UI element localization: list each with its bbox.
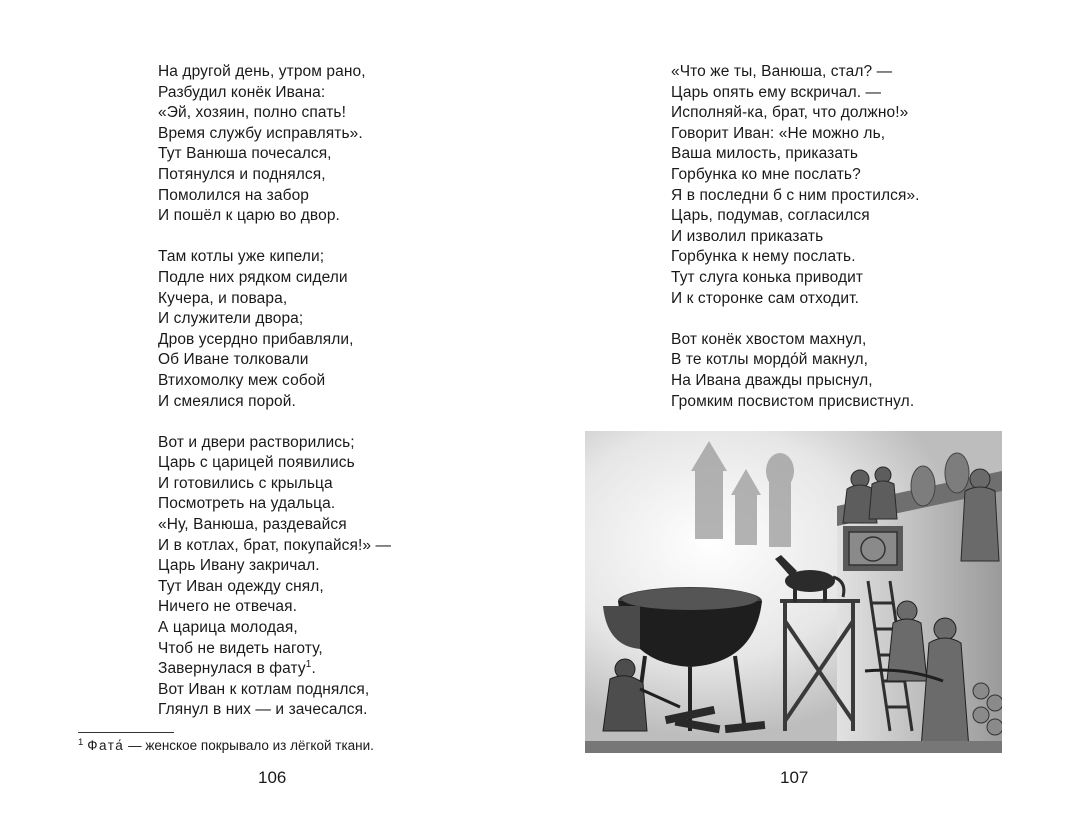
verse-line: Царь Ивану закричал. <box>158 557 320 575</box>
verse-line-text: Завернулася в фату <box>158 660 306 678</box>
poem-text-right <box>671 62 920 412</box>
footnote-reference[interactable]: 1 <box>305 659 312 671</box>
verse-line: И пошёл к царю во двор. <box>158 207 340 225</box>
page-number-right: 107 <box>780 768 809 787</box>
verse-line: Царь опять ему вскричал. — <box>671 83 882 101</box>
verse-line: Вот конёк хвостом махнул, <box>671 330 867 348</box>
verse-line: Тут слуга конька приводит <box>671 268 864 286</box>
verse-line: Там котлы уже кипели; <box>158 248 325 266</box>
verse-line: Потянулся и поднялся, <box>158 165 326 183</box>
stanza <box>158 62 391 227</box>
verse-line: Я в последни б с ним простился». <box>671 186 920 204</box>
verse-line: На другой день, утром рано, <box>158 63 366 80</box>
verse-line: И готовились с крыльца <box>158 474 333 492</box>
verse-line: Ваша милость, приказать <box>671 145 859 163</box>
verse-line: «Эй, хозяин, полно спать! <box>158 104 346 122</box>
footnote-divider <box>78 732 174 733</box>
verse-line: Тут Ванюша почесался, <box>158 145 332 163</box>
verse-line: Чтоб не видеть наготу, <box>158 639 323 657</box>
verse-line: Вот и двери растворились; <box>158 433 355 451</box>
right-page <box>540 0 1080 840</box>
verse-line: Об Иване толковали <box>158 351 309 369</box>
footnote-term: Фата́ <box>87 738 125 753</box>
stanza <box>671 330 920 412</box>
footnote <box>78 738 374 753</box>
verse-line: «Что же ты, Ванюша, стал? — <box>671 63 893 80</box>
footnote-mark: 1 <box>78 736 84 748</box>
verse-line: Вот Иван к котлам поднялся, <box>158 680 370 698</box>
poem-text-left <box>158 62 391 721</box>
verse-line: И служители двора; <box>158 310 304 328</box>
verse-line: Посмотреть на удальца. <box>158 495 336 513</box>
cauldron-illustration <box>585 431 1002 753</box>
verse-line: Говорит Иван: «Не можно ль, <box>671 124 886 142</box>
stanza <box>158 433 391 721</box>
verse-line: Исполняй-ка, брат, что должно!» <box>671 104 909 122</box>
verse-line: Втихомолку меж собой <box>158 371 326 389</box>
verse-line: В те котлы мордо́й макнул, <box>671 351 869 369</box>
verse-line: Глянул в них — и зачесался. <box>158 701 368 719</box>
verse-line: Ничего не отвечая. <box>158 598 298 616</box>
verse-line: Разбудил конёк Ивана: <box>158 83 326 101</box>
verse-line: Горбунка к нему послать. <box>671 248 856 266</box>
verse-line: А царица молодая, <box>158 619 298 637</box>
verse-line: И в котлах, брат, покупайся!» — <box>158 536 392 554</box>
verse-line: Помолился на забор <box>158 186 310 204</box>
verse-line: Царь с царицей появились <box>158 454 355 472</box>
verse-line: И смеялися порой. <box>158 392 296 410</box>
verse-line: Кучера, и повара, <box>158 289 288 307</box>
verse-line: Громким посвистом присвистнул. <box>671 392 915 410</box>
verse-line: Тут Иван одежду снял, <box>158 577 324 595</box>
verse-line: Время службу исправлять». <box>158 124 363 142</box>
verse-line: И изволил приказать <box>671 227 824 245</box>
verse-line: На Ивана дважды прыснул, <box>671 371 873 389</box>
footnote-text: — женское покрывало из лёгкой ткани. <box>124 738 374 753</box>
verse-line: Подле них рядком сидели <box>158 268 348 286</box>
verse-line: «Ну, Ванюша, раздевайся <box>158 516 347 534</box>
stanza <box>671 62 920 309</box>
stanza <box>158 247 391 412</box>
verse-line: И к сторонке сам отходит. <box>671 289 859 307</box>
verse-line: Царь, подумав, согласился <box>671 207 870 225</box>
verse-line-with-footnote: Завернулася в фату$^1$. <box>158 659 316 678</box>
page-number-left: 106 <box>258 768 287 787</box>
verse-line: Горбунка ко мне послать? <box>671 165 861 183</box>
verse-line: Дров усердно прибавляли, <box>158 330 354 348</box>
